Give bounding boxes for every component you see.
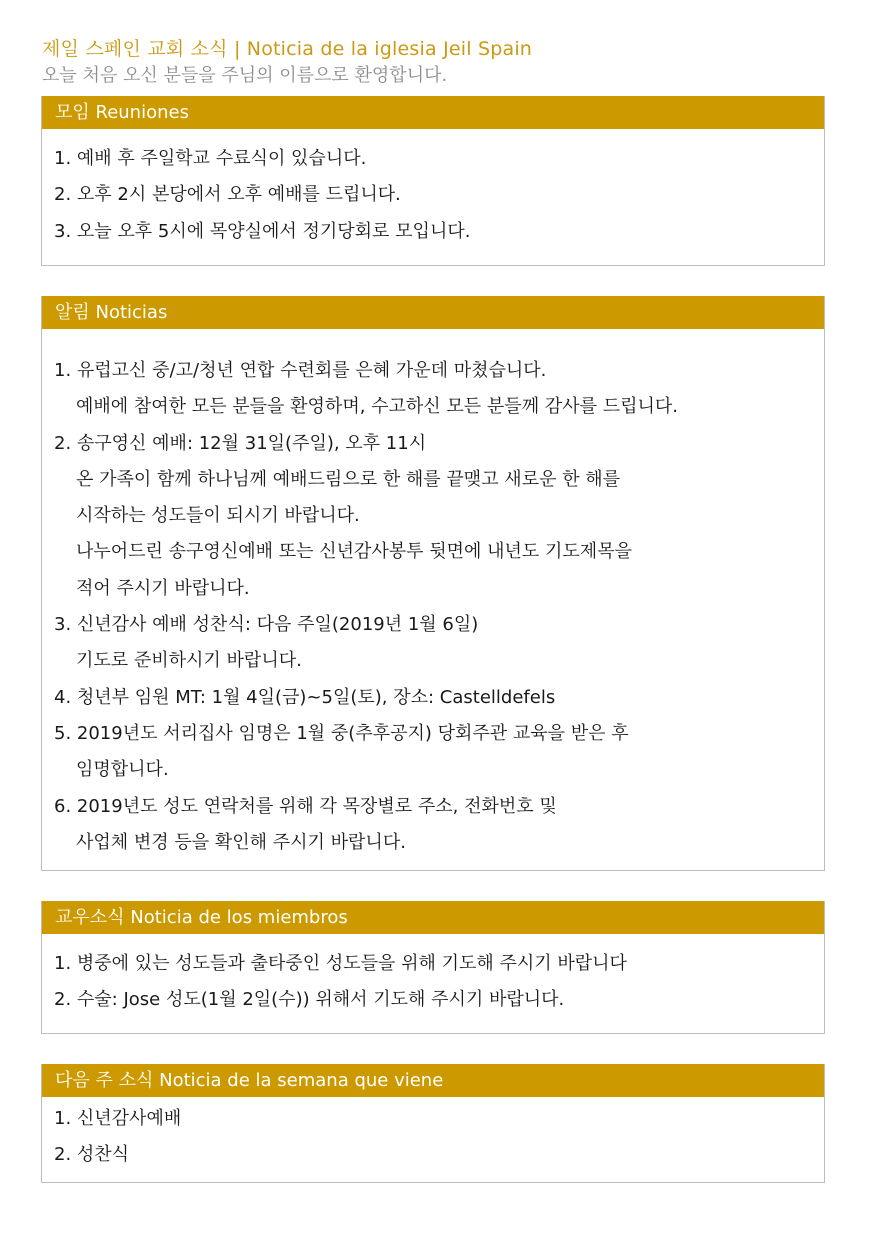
list-item-continuation: 기도로 준비하시기 바랍니다.	[76, 650, 302, 672]
welcome-subtitle: 오늘 처음 오신 분들을 주님의 이름으로 환영합니다.	[42, 65, 448, 86]
section-noticias	[41, 296, 825, 871]
list-item: 2. 수술: Jose 성도(1월 2일(수)) 위해서 기도해 주시기 바랍니다.	[54, 989, 565, 1011]
list-item: 5. 2019년도 서리집사 임명은 1월 중(추후공지) 당회주관 교육을 받은 후	[54, 722, 629, 744]
list-item: 2. 오후 2시 본당에서 오후 예배를 드립니다.	[54, 184, 401, 206]
section-semana-que-viene	[41, 1064, 825, 1183]
list-item: 3. 오늘 오후 5시에 목양실에서 정기당회로 모입니다.	[54, 220, 471, 242]
section-miembros	[41, 901, 825, 1034]
section-reuniones	[41, 96, 825, 266]
section-heading: 알림 Noticias	[42, 296, 824, 329]
section-heading: 다음 주 소식 Noticia de la semana que viene	[42, 1064, 824, 1097]
list-item: 1. 유럽고신 중/고/청년 연합 수련회를 은혜 가운데 마쳤습니다.	[54, 360, 547, 381]
list-item: 1. 예배 후 주일학교 수료식이 있습니다.	[54, 148, 367, 169]
list-item-continuation: 시작하는 성도들이 되시기 바랍니다.	[76, 505, 360, 527]
list-item-continuation: 온 가족이 함께 하나님께 예배드림으로 한 해를 끝맺고 새로운 한 해를	[76, 468, 621, 490]
page-title: 제일 스페인 교회 소식 | Noticia de la iglesia Jeil Spain	[42, 38, 533, 60]
list-item-continuation: 임명합니다.	[76, 759, 169, 781]
list-item: 3. 신년감사 예배 성찬식: 다음 주일(2019년 1월 6일)	[54, 614, 479, 636]
list-item: 1. 병중에 있는 성도들과 출타중인 성도들을 위해 기도해 주시기 바랍니다	[54, 953, 627, 974]
list-item-continuation: 적어 주시기 바랍니다.	[76, 577, 250, 599]
list-item: 6. 2019년도 성도 연락처를 위해 각 목장별로 주소, 전화번호 및	[54, 795, 557, 817]
list-item-continuation: 나누어드린 송구영신예배 또는 신년감사봉투 뒷면에 내년도 기도제목을	[76, 541, 632, 563]
list-item-continuation: 예배에 참여한 모든 분들을 환영하며, 수고하신 모든 분들께 감사를 드립니다.	[76, 396, 678, 418]
list-item: 2. 송구영신 예배: 12월 31일(주일), 오후 11시	[54, 432, 427, 454]
section-heading: 교우소식 Noticia de los miembros	[42, 901, 824, 934]
list-item: 2. 성찬식	[54, 1144, 130, 1166]
list-item: 4. 청년부 임원 MT: 1월 4일(금)~5일(토), 장소: Castelldefels	[54, 686, 556, 708]
list-item-continuation: 사업체 변경 등을 확인해 주시기 바랍니다.	[76, 831, 406, 853]
page-header	[42, 36, 842, 89]
list-item: 1. 신년감사예배	[54, 1108, 182, 1129]
section-heading: 모임 Reuniones	[42, 96, 824, 129]
